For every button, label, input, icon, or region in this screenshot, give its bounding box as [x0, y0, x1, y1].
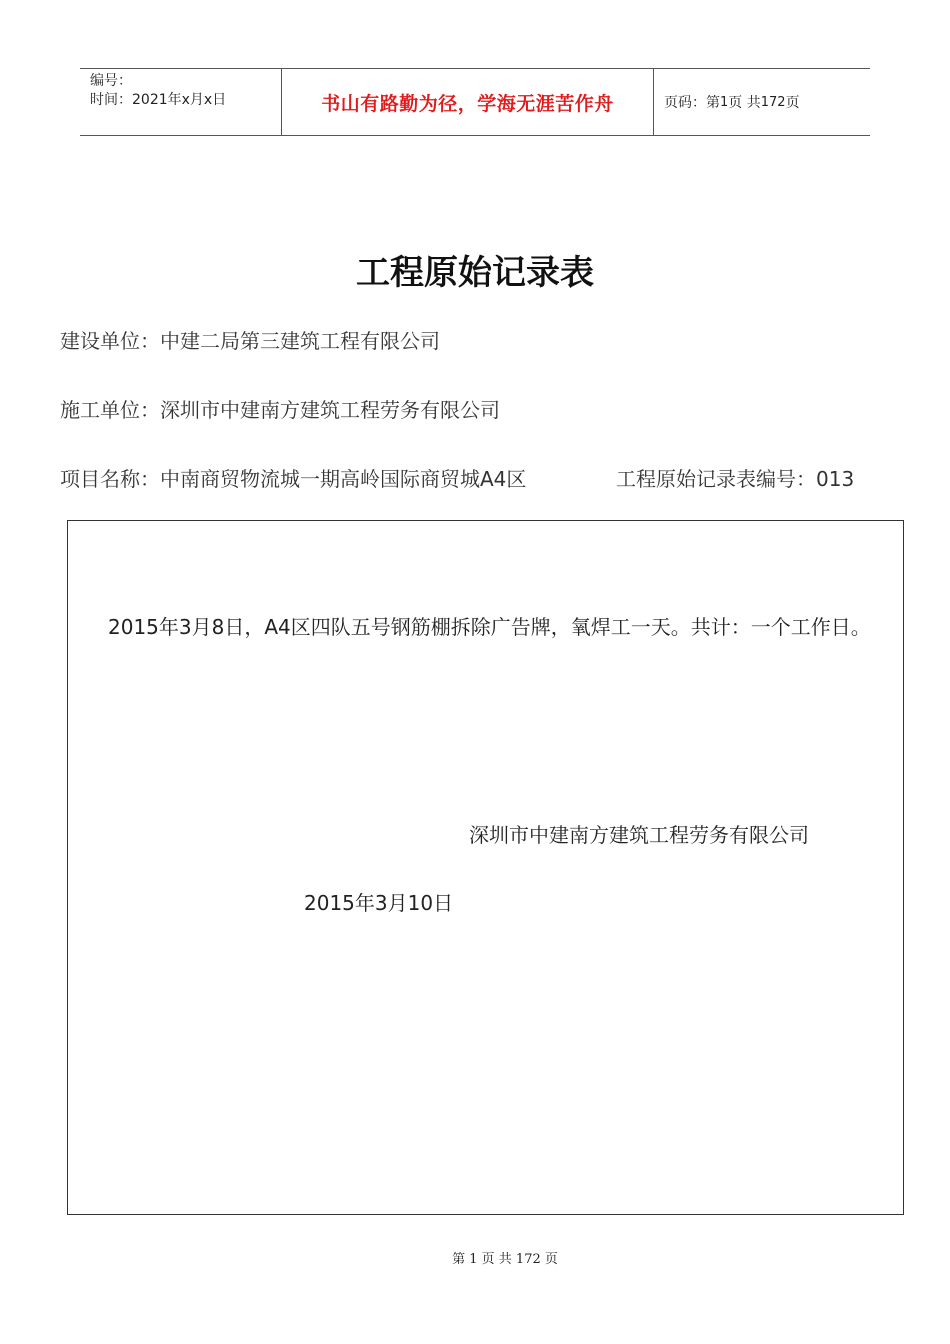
document-title: 工程原始记录表 [356, 253, 594, 293]
page-header [80, 68, 870, 136]
project-line [60, 463, 880, 492]
page-label: 页码：第 [664, 95, 720, 111]
signature-company: 深圳市中建南方建筑工程劳务有限公司 [469, 823, 809, 847]
signature-date: 2015年3月10日 [304, 891, 454, 915]
page-current: 1 [720, 94, 729, 110]
header-meta [80, 69, 281, 135]
page-suffix: 页 [785, 95, 800, 111]
page-footer: 第 1 页 共 172 页 [452, 1252, 558, 1267]
page-mid: 页 共 [728, 95, 761, 111]
record-body-text: 2015年3月8日，A4区四队五号钢筋棚拆除广告牌，氧焊工一天。共计：一个工作日。 [108, 615, 871, 639]
document-number-label: 编号： [90, 73, 132, 89]
record-number: 工程原始记录表编号：013 [616, 467, 855, 491]
header-motto: 书山有路勤为径，学海无涯苦作舟 [281, 69, 654, 135]
document-time: 时间：2021年x月x日 [90, 92, 227, 108]
page-total: 172 [760, 94, 786, 110]
header-page-info [654, 69, 870, 135]
contractor-unit: 施工单位：深圳市中建南方建筑工程劳务有限公司 [60, 398, 500, 422]
project-name: 项目名称：中南商贸物流城一期高岭国际商贸城A4区 [60, 467, 527, 491]
record-content-box [67, 520, 904, 1215]
construction-unit: 建设单位：中建二局第三建筑工程有限公司 [60, 329, 440, 353]
